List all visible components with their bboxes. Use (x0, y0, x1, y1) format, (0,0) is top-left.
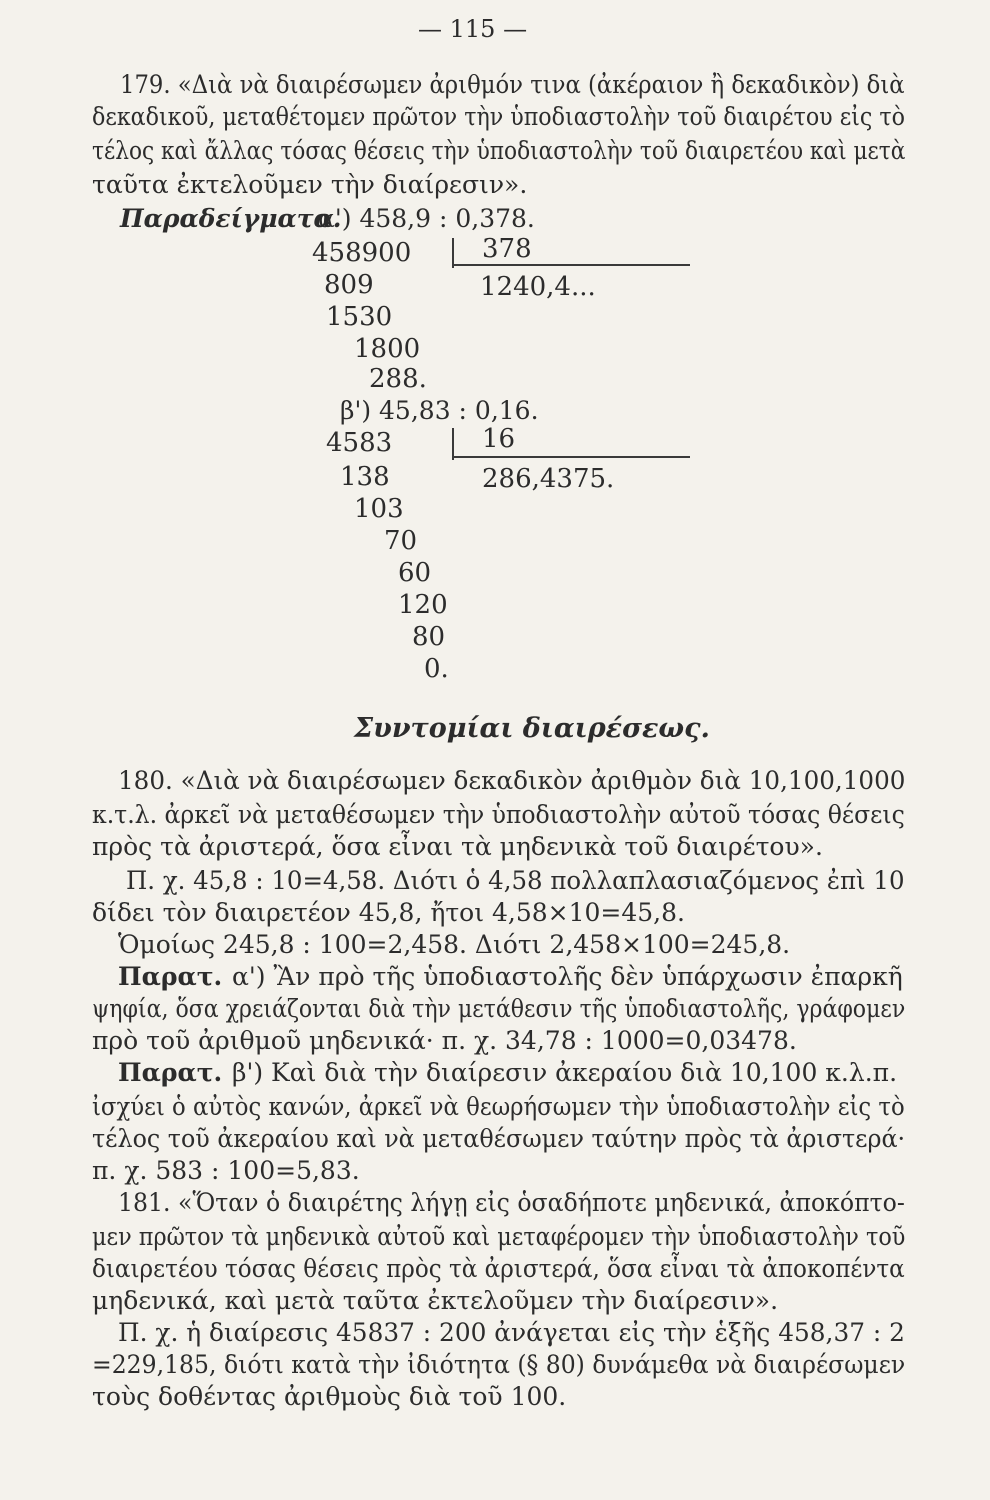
remark-a-label: Παρατ. (118, 962, 223, 991)
p180-line-6: Ὁμοίως 245,8 : 100=2,458. Διότι 2,458×100=245,8. (118, 930, 791, 959)
division-b-remainder: 60 (398, 558, 432, 588)
remark-b-line-1: β') Καὶ διὰ τὴν διαίρεσιν ἀκεραίου διὰ 10,100 κ.λ.π. (232, 1058, 898, 1087)
division-b-remainder: 80 (412, 622, 446, 652)
p180-line-2: κ.τ.λ. ἀρκεῖ νὰ μεταθέσωμεν τὴν ὑποδιαστολὴν αὐτοῦ τόσας θέσεις (92, 800, 905, 829)
p179-line-4: ταῦτα ἐκτελοῦμεν τὴν διαίρεσιν». (92, 170, 528, 199)
p181-line-3: διαιρετέου τόσας θέσεις πρὸς τὰ ἀριστερά, ὅσα εἶναι τὰ ἀποκοπέντα (92, 1254, 905, 1283)
examples-label: Παραδείγματα. (120, 204, 342, 233)
remark-b-label: Παρατ. (118, 1058, 223, 1087)
division-a-horizontal-bar (452, 264, 690, 266)
division-b-remainder: 138 (340, 462, 390, 492)
division-b-remainder: 0. (424, 654, 449, 684)
p179-line-2: δεκαδικοῦ, μεταθέτομεν πρῶτον τὴν ὑποδιαστολὴν τοῦ διαιρέτου εἰς τὸ (92, 102, 905, 131)
p181-line-6: =229,185, διότι κατὰ τὴν ἰδιότητα (§ 80) δυνάμεθα νὰ διαιρέσωμεν (92, 1350, 906, 1379)
division-a-remainder: 1800 (354, 334, 421, 364)
p181-line-1: 181. «Ὅταν ὁ διαιρέτης λήγῃ εἰς ὁσαδήποτε μηδενικά, ἀποκόπτο- (118, 1188, 905, 1217)
division-b-remainder: 70 (384, 526, 418, 556)
example-a-label: α') 458,9 : 0,378. (318, 204, 535, 233)
remark-a-line-2: ψηφία, ὅσα χρειάζονται διὰ τὴν μετάθεσιν τῆς ὑποδιαστολῆς, γράφομεν (92, 994, 906, 1023)
remark-a-line-3: πρὸ τοῦ ἀριθμοῦ μηδενικά· π. χ. 34,78 : 1000=0,03478. (92, 1026, 797, 1055)
division-b-quotient: 286,4375. (482, 464, 615, 494)
division-a-remainder: 288. (369, 364, 427, 394)
remark-b-line-2: ἰσχύει ὁ αὐτὸς κανών, ἀρκεῖ νὰ θεωρήσωμεν τὴν ὑποδιαστολὴν εἰς τὸ (92, 1092, 905, 1121)
p179-line-3: τέλος καὶ ἄλλας τόσας θέσεις τὴν ὑποδιαστολὴν τοῦ διαιρετέου καὶ μετὰ (92, 136, 906, 165)
example-b-label: β') 45,83 : 0,16. (340, 396, 539, 425)
p180-line-4: Π. χ. 45,8 : 10=4,58. Διότι ὁ 4,58 πολλαπλασιαζόμενος ἐπὶ 10 (126, 866, 905, 895)
division-b-remainder: 120 (398, 590, 448, 620)
page-number: — 115 — (418, 15, 528, 43)
division-b-horizontal-bar (452, 456, 690, 458)
p180-line-1: 180. «Διὰ νὰ διαιρέσωμεν δεκαδικὸν ἀριθμὸν διὰ 10,100,1000 (118, 766, 906, 795)
division-b-dividend: 4583 (326, 428, 393, 458)
division-a-divisor: 378 (482, 234, 532, 264)
remark-b-line-3: τέλος τοῦ ἀκεραίου καὶ νὰ μεταθέσωμεν ταύτην πρὸς τὰ ἀριστερά· (92, 1124, 906, 1153)
p181-line-5: Π. χ. ἡ διαίρεσις 45837 : 200 ἀνάγεται εἰς τὴν ἑξῆς 458,37 : 2 (118, 1318, 905, 1347)
p181-line-4: μηδενικά, καὶ μετὰ ταῦτα ἐκτελοῦμεν τὴν διαίρεσιν». (92, 1286, 779, 1315)
division-b-divisor: 16 (482, 424, 516, 454)
p181-line-2: μεν πρῶτον τὰ μηδενικὰ αὐτοῦ καὶ μεταφέρομεν τὴν ὑποδιαστολὴν τοῦ (92, 1222, 906, 1251)
remark-b-line-4: π. χ. 583 : 100=5,83. (92, 1156, 360, 1185)
division-a-remainder: 809 (324, 270, 374, 300)
p181-line-7: τοὺς δοθέντας ἀριθμοὺς διὰ τοῦ 100. (92, 1382, 567, 1411)
division-a-remainder: 1530 (326, 302, 393, 332)
division-b-remainder: 103 (354, 494, 404, 524)
p180-line-3: πρὸς τὰ ἀριστερά, ὅσα εἶναι τὰ μηδενικὰ τοῦ διαιρέτου». (92, 832, 823, 861)
section-heading: Συντομίαι διαιρέσεως. (354, 713, 710, 744)
remark-a-line-1: α') Ἂν πρὸ τῆς ὑποδιαστολῆς δὲν ὑπάρχωσιν ἐπαρκῆ (232, 962, 903, 991)
p179-line-1: 179. «Διὰ νὰ διαιρέσωμεν ἀριθμόν τινα (ἀκέραιον ἢ δεκαδικὸν) διὰ (120, 70, 905, 99)
p180-line-5: δίδει τὸν διαιρετέον 45,8, ἤτοι 4,58×10=45,8. (92, 898, 685, 927)
division-a-quotient: 1240,4... (480, 272, 596, 302)
division-a-dividend: 458900 (312, 238, 412, 268)
